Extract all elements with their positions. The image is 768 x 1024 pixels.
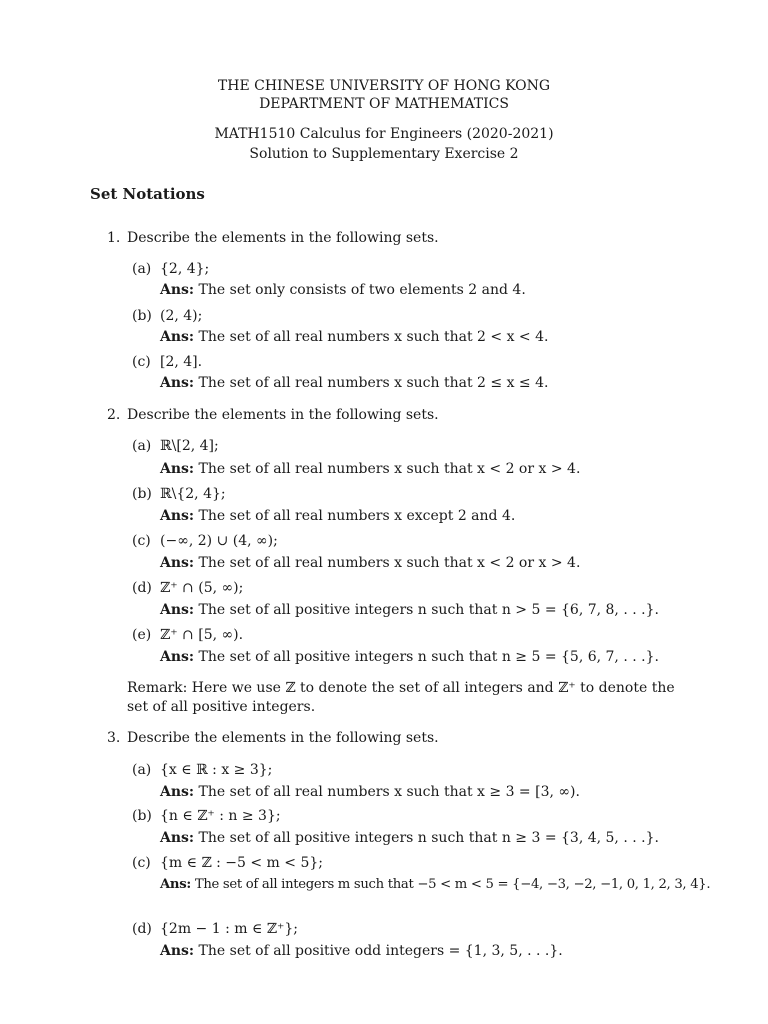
ans-label: Ans:	[160, 830, 195, 846]
university-name: THE CHINESE UNIVERSITY OF HONG KONG	[217, 78, 551, 94]
item-set: {n ∈ ℤ⁺ : n ≥ 3};	[160, 808, 281, 824]
item-label: (b)	[132, 308, 152, 324]
item-set: [2, 4].	[160, 354, 203, 370]
answer-line	[160, 783, 580, 801]
ans-label: Ans:	[160, 375, 195, 391]
answer-line	[160, 374, 548, 392]
question-number: 1.	[107, 230, 121, 246]
item-label: (c)	[132, 533, 151, 549]
answer-text: The set of all positive integers n such that n ≥ 3 = {3, 4, 5, . . .}.	[198, 830, 659, 846]
answer-text: The set of all real numbers x except 2 and 4.	[198, 508, 516, 524]
ans-label: Ans:	[160, 784, 195, 800]
ans-label: Ans:	[160, 649, 195, 665]
answer-line	[160, 601, 659, 619]
answer-line	[160, 829, 659, 847]
question-number: 3.	[107, 730, 121, 746]
ans-label: Ans:	[160, 508, 195, 524]
answer-line	[160, 554, 580, 572]
answer-line	[160, 648, 659, 666]
document-title: Solution to Supplementary Exercise 2	[249, 146, 519, 162]
ans-label: Ans:	[160, 602, 195, 618]
answer-line	[160, 507, 515, 525]
item-label: (d)	[132, 580, 152, 596]
answer-text: The set of all real numbers x such that 2 ≤ x ≤ 4.	[198, 375, 549, 391]
answer-text: The set of all positive integers n such that n ≥ 5 = {5, 6, 7, . . .}.	[198, 649, 659, 665]
answer-text: The set only consists of two elements 2 and 4.	[198, 282, 526, 298]
remark-text: Remark: Here we use ℤ to denote the set of all integers and ℤ⁺ to denote the set of all positive integers.	[127, 680, 675, 715]
item-label: (c)	[132, 354, 151, 370]
answer-text: The set of all positive odd integers = {1, 3, 5, . . .}.	[198, 943, 563, 959]
item-label: (b)	[132, 808, 152, 824]
item-label: (e)	[132, 627, 152, 643]
item-set: ℝ\{2, 4};	[160, 486, 226, 502]
answer-text: The set of all real numbers x such that 2 < x < 4.	[198, 329, 549, 345]
item-set: ℝ\[2, 4];	[160, 438, 219, 454]
item-label: (a)	[132, 762, 152, 778]
question-prompt: Describe the elements in the following sets.	[127, 730, 439, 746]
ans-label: Ans:	[160, 282, 195, 298]
course-title: MATH1510 Calculus for Engineers (2020-2021)	[214, 126, 554, 142]
section-title: Set Notations	[90, 185, 205, 203]
ans-label: Ans:	[160, 461, 195, 477]
answer-line	[160, 942, 563, 960]
ans-label: Ans:	[160, 943, 195, 959]
item-set: {x ∈ ℝ : x ≥ 3};	[160, 762, 273, 778]
item-label: (a)	[132, 261, 152, 277]
item-set: ℤ⁺ ∩ [5, ∞).	[160, 627, 244, 643]
item-label: (d)	[132, 921, 152, 937]
ans-label: Ans:	[160, 555, 195, 571]
answer-line	[160, 281, 526, 299]
department-name: DEPARTMENT OF MATHEMATICS	[259, 96, 509, 112]
ans-label: Ans:	[160, 329, 195, 345]
item-set: {m ∈ ℤ : −5 < m < 5};	[160, 855, 323, 871]
item-set: ℤ⁺ ∩ (5, ∞);	[160, 580, 244, 596]
question-prompt: Describe the elements in the following sets.	[127, 407, 439, 423]
item-set: (−∞, 2) ∪ (4, ∞);	[160, 533, 278, 549]
question-number: 2.	[107, 407, 121, 423]
answer-text: The set of all integers m such that −5 < m < 5 = {−4, −3, −2, −1, 0, 1, 2, 3, 4}.	[194, 877, 711, 892]
item-set: {2m − 1 : m ∈ ℤ⁺};	[160, 921, 299, 937]
ans-label: Ans:	[160, 877, 191, 892]
item-label: (a)	[132, 438, 152, 454]
answer-text: The set of all real numbers x such that x ≥ 3 = [3, ∞).	[198, 784, 580, 800]
question-prompt: Describe the elements in the following sets.	[127, 230, 439, 246]
answer-text: The set of all real numbers x such that x < 2 or x > 4.	[198, 461, 581, 477]
item-label: (b)	[132, 486, 152, 502]
answer-text: The set of all positive integers n such that n > 5 = {6, 7, 8, . . .}.	[198, 602, 659, 618]
item-label: (c)	[132, 855, 151, 871]
answer-line	[160, 328, 548, 346]
item-set: (2, 4);	[160, 308, 203, 324]
item-set: {2, 4};	[160, 261, 210, 277]
answer-line	[160, 876, 710, 894]
answer-text: The set of all real numbers x such that x < 2 or x > 4.	[198, 555, 581, 571]
answer-line	[160, 460, 580, 478]
